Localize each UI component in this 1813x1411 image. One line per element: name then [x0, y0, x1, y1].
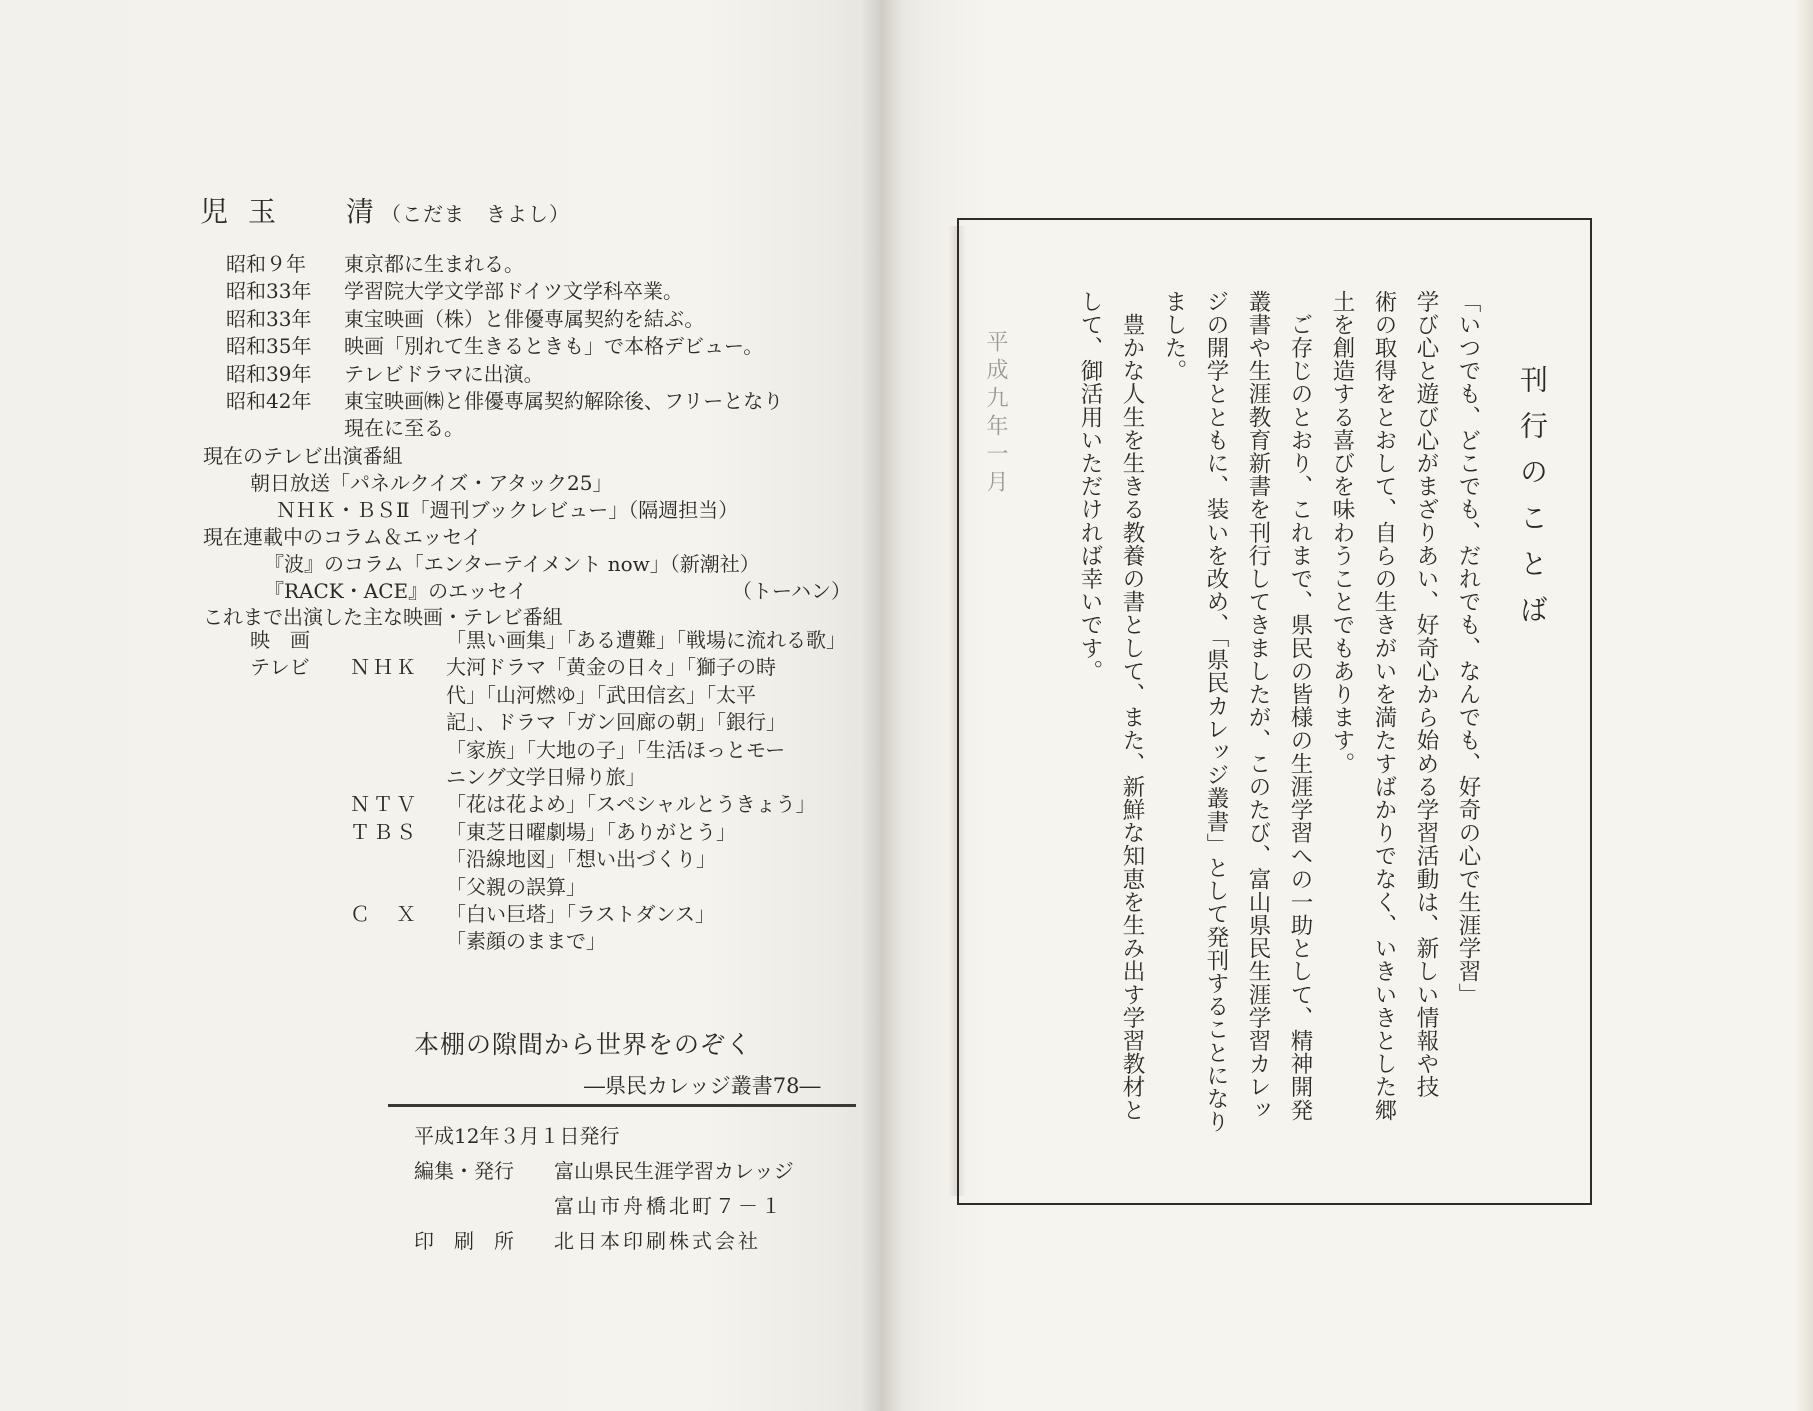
preface-line: 豊かな人生を生きる教養の書として、また、新鮮な知恵を生み出す学習教材と — [1119, 290, 1145, 1122]
film-titles: 「家族」「大地の子」「生活ほっとモー — [446, 737, 786, 762]
preface-line: 学び心と遊び心がまざりあい、好奇心から始める学習活動は、新しい情報や技 — [1413, 290, 1439, 1099]
preface-title: 刊行のことば — [1516, 365, 1549, 641]
film-titles: 大河ドラマ「黄金の日々」「獅子の時 — [446, 655, 776, 680]
printer-name: 北日本印刷株式会社 — [554, 1229, 761, 1253]
bio-row — [226, 278, 783, 305]
book-gutter — [862, 0, 902, 1411]
bio-year: 昭和39年 — [226, 361, 312, 386]
film-titles: 代」「山河燃ゆ」「武田信玄」「太平 — [446, 682, 756, 707]
film-titles: 「沿線地図」「想い出づくり」 — [446, 847, 716, 872]
bio-text: 東京都に生まれる。 — [344, 252, 524, 276]
publisher-address: 富山市舟橋北町７－１ — [554, 1194, 784, 1218]
film-titles: 「父親の誤算」 — [446, 874, 586, 899]
columns-publisher: （トーハン） — [732, 579, 851, 603]
tv-current-line: ＮＨＫ・ＢＳⅡ「週刊ブックレビュー」（隔週担当） — [276, 498, 739, 522]
author-name — [200, 190, 570, 230]
film-network: ＴＢＳ — [350, 819, 419, 844]
bio-text: 映画「別れて生きるときも」で本格デビュー。 — [344, 334, 764, 359]
preface-line: ました。 — [1161, 290, 1187, 383]
bio-row — [226, 388, 783, 415]
bio-year: 昭和33年 — [226, 279, 312, 304]
film-titles: 「東芝日曜劇場」「ありがとう」 — [446, 819, 736, 844]
preface-line: 叢書や生涯教育新書を刊行してきましたが、このたび、富山県民生涯学習カレッ — [1245, 290, 1271, 1122]
columns-line: 『波』のコラム「エンターテイメント now」（新潮社） — [264, 552, 760, 576]
bio-year: 昭和35年 — [226, 334, 312, 359]
bio-text: 東宝映画㈱と俳優専属契約解除後、フリーとなり — [344, 389, 784, 414]
book-series: ―県民カレッジ叢書78― — [584, 1074, 821, 1098]
preface-line: 「いつでも、どこでも、だれでも、なんでも、好奇の心で生涯学習」 — [1455, 290, 1481, 1007]
columns-line: 『RACK・ACE』のエッセイ — [264, 579, 528, 603]
bio-row — [226, 306, 783, 333]
film-network: ＮＴＶ — [350, 792, 419, 817]
film-titles: 「花は花よめ」「スペシャルとうきょう」 — [446, 792, 816, 817]
filmography-heading: これまで出演した主な映画・テレビ番組 — [203, 605, 563, 629]
bio-row — [226, 361, 783, 388]
colophon-rule — [388, 1104, 856, 1107]
preface-line: ジの開学とともに、装いを改め、「県民カレッジ叢書」として発刊することになり — [1203, 290, 1229, 1134]
preface-line: 術の取得をとおして、自らの生きがいを満たすばかりでなく、いきいきとした郷 — [1371, 290, 1397, 1122]
bio-year: 昭和33年 — [226, 306, 312, 331]
film-titles: 「白い巨塔」「ラストダンス」 — [446, 901, 715, 926]
biography — [226, 251, 783, 443]
bio-text: 東宝映画（株）と俳優専属契約を結ぶ。 — [344, 306, 705, 331]
preface-line: 土を創造する喜びを味わうことでもあります。 — [1329, 290, 1355, 776]
bio-row — [226, 251, 783, 278]
preface-line: して、御活用いただければ幸いです。 — [1077, 290, 1103, 683]
book-title: 本棚の隙間から世界をのぞく — [414, 1030, 753, 1059]
printer-label: 印 刷 所 — [414, 1229, 514, 1253]
publisher-label: 編集・発行 — [414, 1159, 514, 1183]
bio-year: 昭和９年 — [226, 252, 306, 276]
film-category: 映 画 — [250, 628, 310, 652]
film-network: Ｃ Ｘ — [350, 901, 419, 926]
author-name-char-2: 玉 — [248, 195, 278, 228]
tv-current-line: 朝日放送「パネルクイズ・アタック25」 — [250, 471, 613, 495]
film-titles: 「素顔のままで」 — [446, 929, 606, 954]
film-titles: ニング文学日帰り旅」 — [446, 764, 646, 789]
preface-date: 平成九年一月 — [983, 330, 1008, 498]
publisher-name: 富山県民生涯学習カレッジ — [554, 1159, 794, 1183]
film-titles: 「黒い画集」「ある遭難」「戦場に流れる歌」 — [446, 628, 846, 652]
bio-text: テレビドラマに出演。 — [344, 361, 544, 386]
film-titles: 記」、ドラマ「ガン回廊の朝」「銀行」 — [446, 710, 786, 735]
bio-text: 学習院大学文学部ドイツ文学科卒業。 — [344, 279, 683, 304]
bio-row — [226, 333, 783, 360]
tv-current-heading: 現在のテレビ出演番組 — [203, 444, 403, 468]
film-network: ＮＨＫ — [350, 655, 419, 680]
film-category: テレビ — [250, 655, 310, 680]
page-edge — [1795, 0, 1813, 1411]
columns-heading: 現在連載中のコラム＆エッセイ — [203, 525, 482, 549]
author-name-reading: （こだま きよし） — [381, 202, 571, 226]
preface-line: ご存じのとおり、これまで、県民の皆様の生涯学習への一助として、精神開発 — [1287, 290, 1313, 1122]
author-name-char-1: 児 — [200, 195, 230, 228]
bio-year: 昭和42年 — [226, 389, 312, 414]
bio-row — [226, 415, 783, 442]
publication-date: 平成12年３月１日発行 — [414, 1124, 620, 1148]
author-name-char-3: 清 — [346, 195, 376, 228]
bio-text: 現在に至る。 — [344, 416, 464, 441]
